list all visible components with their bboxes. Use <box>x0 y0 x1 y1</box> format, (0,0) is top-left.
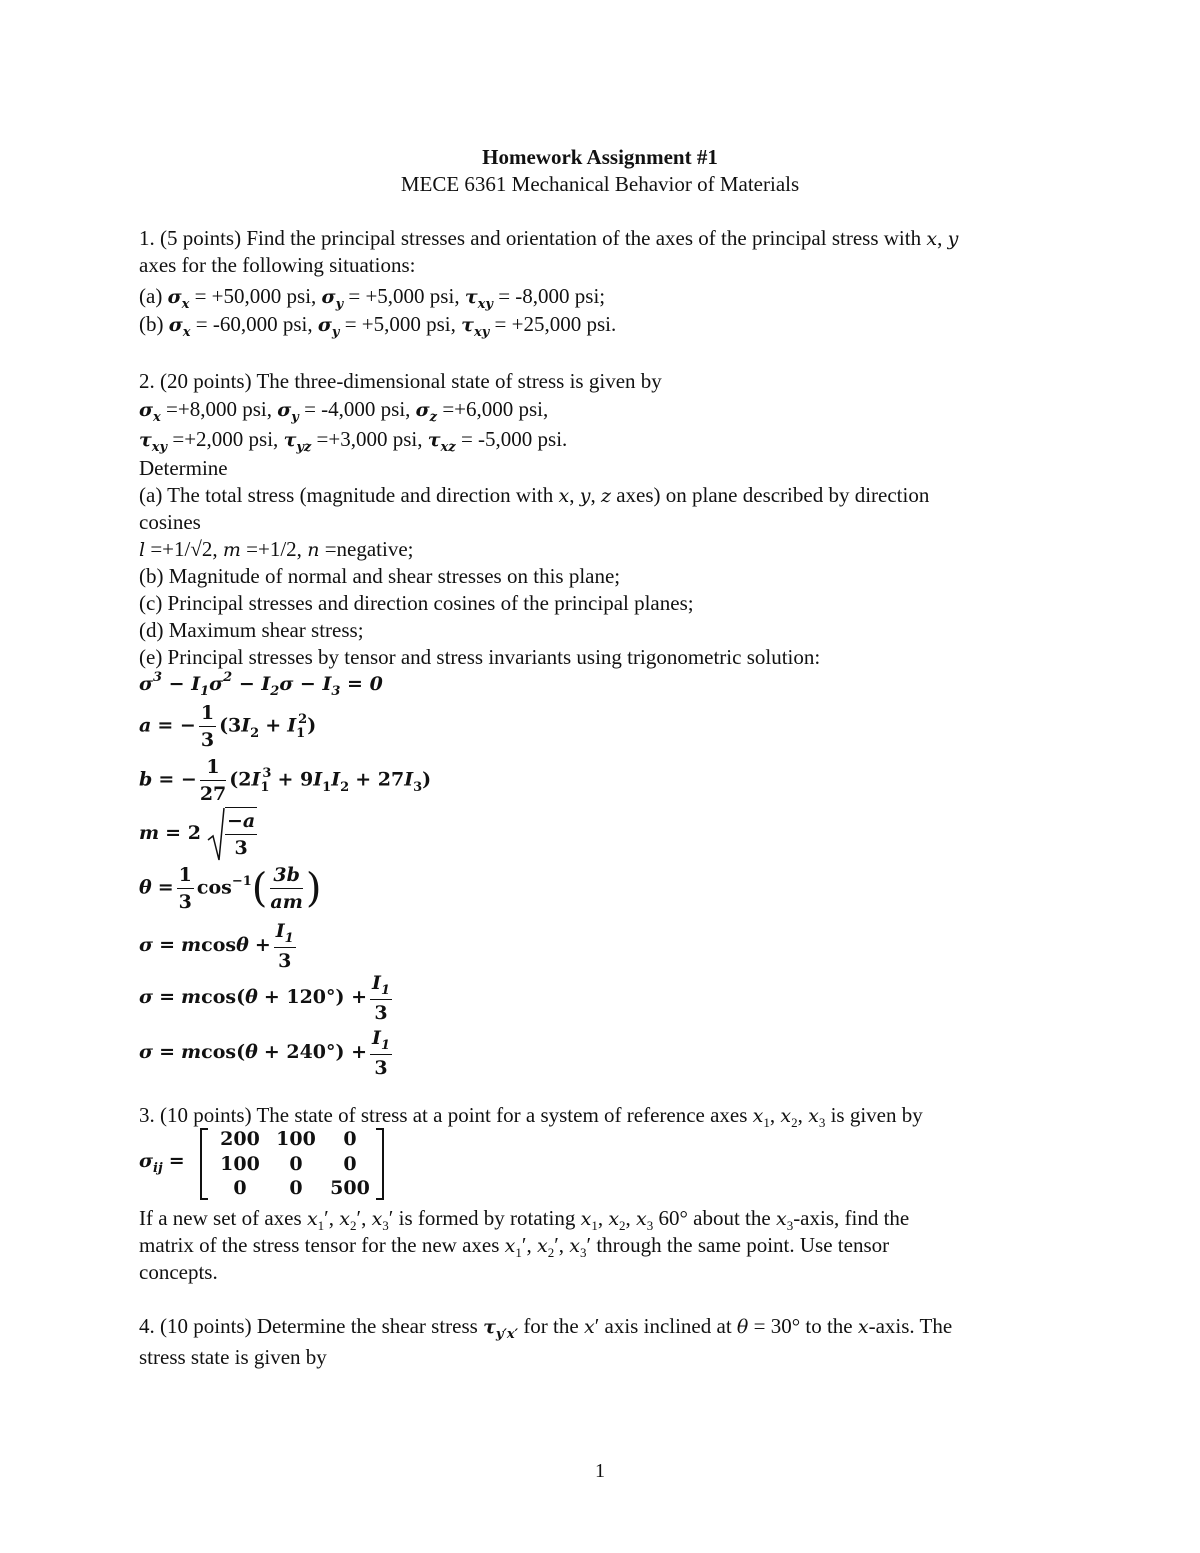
stress-matrix <box>200 1128 384 1198</box>
matrix-cell: 200 <box>220 1128 260 1150</box>
q1-line2: axes for the following situations: <box>139 253 416 277</box>
page-number: 1 <box>595 1460 605 1482</box>
matrix-cell: 100 <box>220 1153 260 1175</box>
q2-determine: Determine <box>139 456 228 480</box>
q2-direction-cosines: l =+1/√2, m =+1/2, n =negative; <box>139 537 414 561</box>
q2-normal-stresses: $\sigma_x =+8,000$ psi, $\sigma_y = -4,000$ psi, $\sigma_z =+6,000$ psi, <box>139 397 549 425</box>
q1-case-a: (a) $\sigma_x = +50,000$ psi, $\sigma_y = +5,000$ psi, $\tau_{xy} = -8,000$ psi; <box>139 284 606 312</box>
q3-line4: concepts. <box>139 1260 218 1284</box>
q4-line2: stress state is given by <box>139 1345 327 1369</box>
equation-sigma2: σ = mcos(θ + 120°) + $\frac{I_1}{3}$ <box>139 972 390 1024</box>
q3-line3: matrix of the stress tensor for the new axes $x_1'$, $x_2'$, $x_3'$ through the same point. Use tensor <box>139 1233 890 1260</box>
q2-part-a: (a) The total stress (magnitude and direction with x, y, z axes) on plane described by direction <box>139 483 930 507</box>
q2-line1: 2. (20 points) The three-dimensional state of stress is given by <box>139 369 662 393</box>
q1-line1: 1. (5 points) Find the principal stresses and orientation of the axes of the principal stress with x, y <box>139 226 959 250</box>
equation-characteristic: $\sigma^3 - I_1\sigma^2 - I_2\sigma - I_3 = 0$ <box>139 670 383 699</box>
q3-sigma-label: $\sigma_{ij}$ = <box>139 1150 185 1176</box>
equation-m: m = 2 $\frac{-a}{3}$ <box>139 806 260 862</box>
matrix-cell: 0 <box>289 1153 303 1175</box>
q1-case-b: (b) $\sigma_x = -60,000$ psi, $\sigma_y = +5,000$ psi, $\tau_{xy} = +25,000$ psi. <box>139 312 617 340</box>
equation-sigma1: σ = mcosθ + $\frac{I_1}{3}$ <box>139 920 294 972</box>
matrix-cell: 0 <box>343 1128 357 1150</box>
matrix-cell: 0 <box>289 1177 303 1199</box>
equation-theta: θ = $\frac{1}{3}$ $\cos^{-1}$( $\frac{3b}{am}$ ) <box>139 864 322 913</box>
q2-part-a-cont: cosines <box>139 510 201 534</box>
radical-sign <box>207 806 225 862</box>
matrix-left-bracket <box>200 1128 208 1200</box>
course-title: MECE 6361 Mechanical Behavior of Materials <box>400 172 800 196</box>
matrix-cell: 0 <box>343 1153 357 1175</box>
equation-sigma3: σ = mcos(θ + 240°) + $\frac{I_1}{3}$ <box>139 1027 390 1079</box>
equation-a: a = − $\frac{1}{3}$ $(3I_2 + I_1^2)$ <box>139 702 317 751</box>
q2-part-b: (b) Magnitude of normal and shear stresses on this plane; <box>139 564 621 588</box>
equation-b: b = − $\frac{1}{27}$ $(2I_1^3 + 9I_1I_2 + 27I_3)$ <box>139 756 432 805</box>
page-title: Homework Assignment #1 <box>482 145 718 169</box>
matrix-cell: 100 <box>276 1128 316 1150</box>
matrix-cell: 0 <box>233 1177 247 1199</box>
q2-part-e: (e) Principal stresses by tensor and stress invariants using trigonometric solution: <box>139 645 821 669</box>
q3-line1: 3. (10 points) The state of stress at a point for a system of reference axes $x_1$, $x_2$, $x_3$ is given by <box>139 1103 923 1130</box>
q2-part-c: (c) Principal stresses and direction cosines of the principal planes; <box>139 591 694 615</box>
q2-part-d: (d) Maximum shear stress; <box>139 618 364 642</box>
q2-shear-stresses: $\tau_{xy} =+2,000$ psi, $\tau_{yz} =+3,000$ psi, $\tau_{xz} = -5,000$ psi. <box>139 427 568 455</box>
matrix-cell: 500 <box>330 1177 370 1199</box>
q3-line2: If a new set of axes $x_1'$, $x_2'$, $x_3'$ is formed by rotating $x_1$, $x_2$, $x_3$ 60° about the $x_3$-axis, find the <box>139 1206 910 1233</box>
q4-line1: 4. (10 points) Determine the shear stress $\tau_{y'x'}$ for the x′ axis inclined at θ = 30° to the x-axis. The <box>139 1314 953 1342</box>
